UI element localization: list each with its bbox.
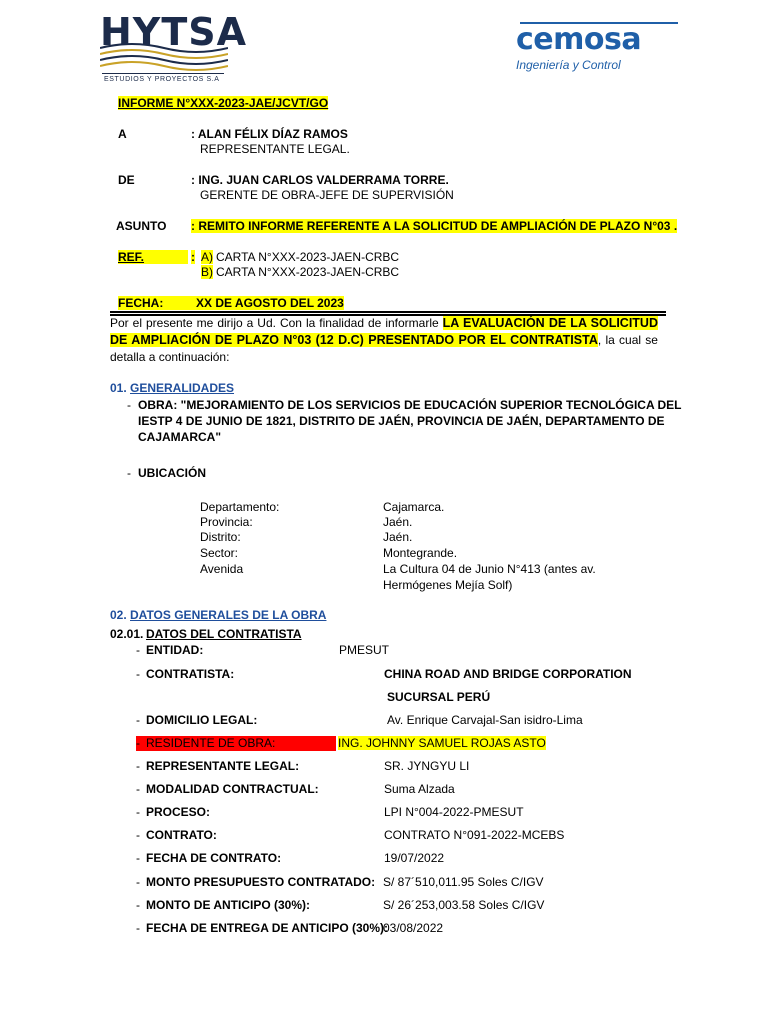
hytsa-logo-rule — [102, 73, 224, 74]
location-label: Provincia: — [200, 515, 253, 529]
hytsa-logo-name: HYTSA — [100, 10, 248, 54]
location-label: Sector: — [200, 546, 239, 560]
hytsa-logo-subtitle: ESTUDIOS Y PROYECTOS S.A — [104, 76, 220, 83]
ref-a-text: CARTA N°XXX-2023-JAEN-CRBC — [216, 250, 400, 264]
row-value: SR. JYNGYU LI — [384, 759, 470, 773]
row-dash: - — [136, 851, 140, 865]
cemosa-logo-tagline: Ingeniería y Control — [516, 58, 621, 72]
row-dash: - — [136, 828, 140, 842]
row-label: ENTIDAD: — [146, 643, 204, 657]
from-role: GERENTE DE OBRA-JEFE DE SUPERVISIÓN — [200, 188, 454, 202]
row-dash: - — [136, 667, 140, 681]
ref-a-letter: A) — [201, 250, 213, 264]
location-value-cont: Hermógenes Mejía Solf) — [383, 578, 513, 592]
to-name: : ALAN FÉLIX DÍAZ RAMOS — [191, 127, 348, 141]
location-value: La Cultura 04 de Junio N°413 (antes av. — [383, 562, 596, 576]
section-1-title: GENERALIDADES — [130, 381, 235, 395]
section-2-title: DATOS GENERALES DE LA OBRA — [130, 608, 327, 622]
obra-line-3: CAJAMARCA" — [138, 430, 222, 444]
ref-label: REF. — [118, 250, 188, 264]
row-label: MONTO DE ANTICIPO (30%): — [146, 898, 311, 912]
row-value: PMESUT — [339, 643, 390, 657]
row-dash: - — [136, 713, 140, 727]
subject-text: : REMITO INFORME REFERENTE A LA SOLICITUD DE AMPLIACIÓN DE PLAZO N°03 . — [191, 219, 678, 233]
row-label: DOMICILIO LEGAL: — [146, 713, 258, 727]
ref-b-text: CARTA N°XXX-2023-JAEN-CRBC — [216, 265, 400, 279]
obra-line-2: IESTP 4 DE JUNIO DE 1821, DISTRITO DE JAÉN, PROVINCIA DE JAÉN, DEPARTAMENTO DE — [138, 414, 665, 428]
ref-colon: : — [191, 250, 195, 264]
obra-line-1: OBRA: "MEJORAMIENTO DE LOS SERVICIOS DE EDUCACIÓN SUPERIOR TECNOLÓGICA DEL — [138, 398, 682, 412]
row-value: Av. Enrique Carvajal-San isidro-Lima — [387, 713, 583, 727]
row-label: CONTRATO: — [146, 828, 217, 842]
location-label: Departamento: — [200, 500, 280, 514]
location-value: Jaén. — [383, 515, 413, 529]
row-dash: - — [136, 921, 140, 935]
row-label: RESIDENTE DE OBRA: — [146, 736, 276, 750]
ubicacion-label: UBICACIÓN — [138, 466, 206, 480]
section-1-number: 01. — [110, 381, 127, 395]
row-value: S/ 87´510,011.95 Soles C/IGV — [383, 875, 544, 889]
row-dash: - — [136, 736, 140, 750]
from-label: DE — [118, 173, 135, 187]
row-value: S/ 26´253,003.58 Soles C/IGV — [383, 898, 545, 912]
row-value: CHINA ROAD AND BRIDGE CORPORATION — [384, 667, 632, 681]
subsection-title: DATOS DEL CONTRATISTA — [146, 627, 302, 641]
location-value: Montegrande. — [383, 546, 458, 560]
location-value: Cajamarca. — [383, 500, 445, 514]
row-dash: - — [136, 875, 140, 889]
report-number: INFORME N°XXX-2023-JAE/JCVT/GO — [118, 96, 329, 110]
location-value: Jaén. — [383, 530, 413, 544]
header-rule-top — [110, 311, 666, 313]
date-label: FECHA: — [118, 296, 338, 310]
to-label: A — [118, 127, 127, 141]
row-value: LPI N°004-2022-PMESUT — [384, 805, 524, 819]
intro-highlight: LA EVALUACIÓN DE LA SOLICITUD DE AMPLIACIÓN DE PLAZO N°03 (12 D.C) PRESENTADO POR EL CONTRATISTA — [110, 316, 658, 347]
row-label: FECHA DE CONTRATO: — [146, 851, 282, 865]
intro-part1: Por el presente me dirijo a Ud. Con la finalidad de informarle — [110, 316, 443, 330]
row-label: MODALIDAD CONTRACTUAL: — [146, 782, 319, 796]
row-label: REPRESENTANTE LEGAL: — [146, 759, 300, 773]
row-value: 03/08/2022 — [383, 921, 444, 935]
intro-paragraph — [110, 315, 658, 366]
ref-b-letter: B) — [201, 265, 213, 279]
ubicacion-dash: - — [127, 466, 131, 480]
row-label: FECHA DE ENTREGA DE ANTICIPO (30%): — [146, 921, 389, 935]
obra-dash: - — [127, 398, 131, 412]
subsection-number: 02.01. — [110, 627, 144, 641]
row-value: CONTRATO N°091-2022-MCEBS — [384, 828, 565, 842]
location-label: Avenida — [200, 562, 244, 576]
date-value: XX DE AGOSTO DEL 2023 — [196, 296, 344, 310]
row-label: PROCESO: — [146, 805, 211, 819]
cemosa-logo-name: cemosa — [516, 22, 642, 57]
row-label: MONTO PRESUPUESTO CONTRATADO: — [146, 875, 376, 889]
section-2-number: 02. — [110, 608, 127, 622]
from-name: : ING. JUAN CARLOS VALDERRAMA TORRE. — [191, 173, 449, 187]
row-value: 19/07/2022 — [384, 851, 445, 865]
row-dash: - — [136, 643, 140, 657]
location-label: Distrito: — [200, 530, 241, 544]
row-dash: - — [136, 898, 140, 912]
row-dash: - — [136, 759, 140, 773]
row-value: Suma Alzada — [384, 782, 455, 796]
intro-part2: , la cual se detalla a continuación: — [110, 333, 658, 364]
to-role: REPRESENTANTE LEGAL. — [200, 142, 350, 156]
row-label: CONTRATISTA: — [146, 667, 235, 681]
subject-label: ASUNTO — [116, 219, 167, 233]
row-value: ING. JOHNNY SAMUEL ROJAS ASTO — [338, 736, 546, 750]
row-dash: - — [136, 805, 140, 819]
row-value-cont: SUCURSAL PERÚ — [387, 690, 491, 704]
row-dash: - — [136, 782, 140, 796]
